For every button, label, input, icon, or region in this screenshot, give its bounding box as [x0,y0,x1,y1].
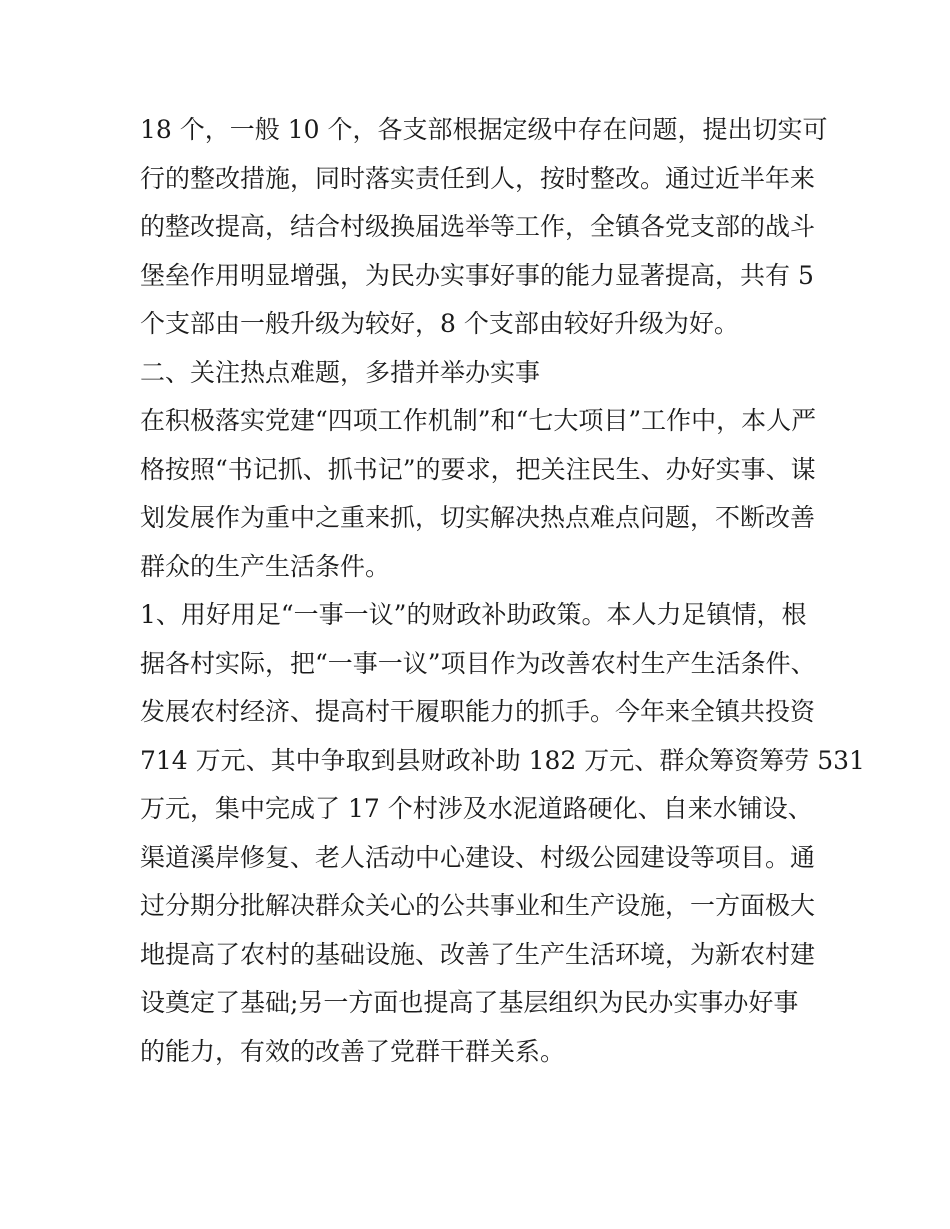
text-line-13: 发展农村经济、提高村干履职能力的抓手。今年来全镇共投资 [140,697,816,726]
text-line-8: 格按照“书记抓、抓书记”的要求，把关注民生、办好实事、谋 [140,454,816,484]
text-line-9: 划发展作为重中之重来抓，切实解决热点难点问题，不断改善 [140,503,816,532]
text-line-17: 过分期分批解决群众关心的公共事业和生产设施，一方面极大 [140,891,816,920]
text-line-19: 设奠定了基础;另一方面也提高了基层组织为民办实事办好事 [140,988,799,1017]
text-line-7: 在积极落实党建“四项工作机制”和“七大项目”工作中，本人严 [140,406,817,435]
document-body [140,106,865,1076]
text-line-12: 据各村实际，把“一事一议”项目作为改善农村生产生活条件、 [140,648,816,678]
section-heading: 二、关注热点难题，多措并举办实事 [140,357,541,387]
text-line-2: 行的整改措施，同时落实责任到人，按时整改。通过近半年来 [140,163,816,193]
text-line-18: 地提高了农村的基础设施、改善了生产生活环境，为新农村建 [140,939,816,969]
text-line-20: 的能力，有效的改善了党群干群关系。 [140,1036,566,1066]
text-line-4: 堡垒作用明显增强，为民办实事好事的能力显著提高，共有 5 [140,260,814,290]
text-line-11: 1、用好用足“一事一议”的财政补助政策。本人力足镇情，根 [140,600,807,629]
text-line-14: 714 万元、其中争取到县财政补助 182 万元、群众筹资筹劳 531 [140,745,865,775]
text-line-5: 个支部由一般升级为较好，8 个支部由较好升级为好。 [140,309,739,338]
text-line-1: 18 个，一般 10 个，各支部根据定级中存在问题，提出切实可 [140,115,828,144]
text-line-3: 的整改提高，结合村级换届选举等工作，全镇各党支部的战斗 [140,212,816,241]
text-line-10: 群众的生产生活条件。 [140,551,391,581]
text-line-15: 万元，集中完成了 17 个村涉及水泥道路硬化、自来水铺设、 [140,794,813,823]
text-line-16: 渠道溪岸修复、老人活动中心建设、村级公园建设等项目。通 [140,842,816,872]
